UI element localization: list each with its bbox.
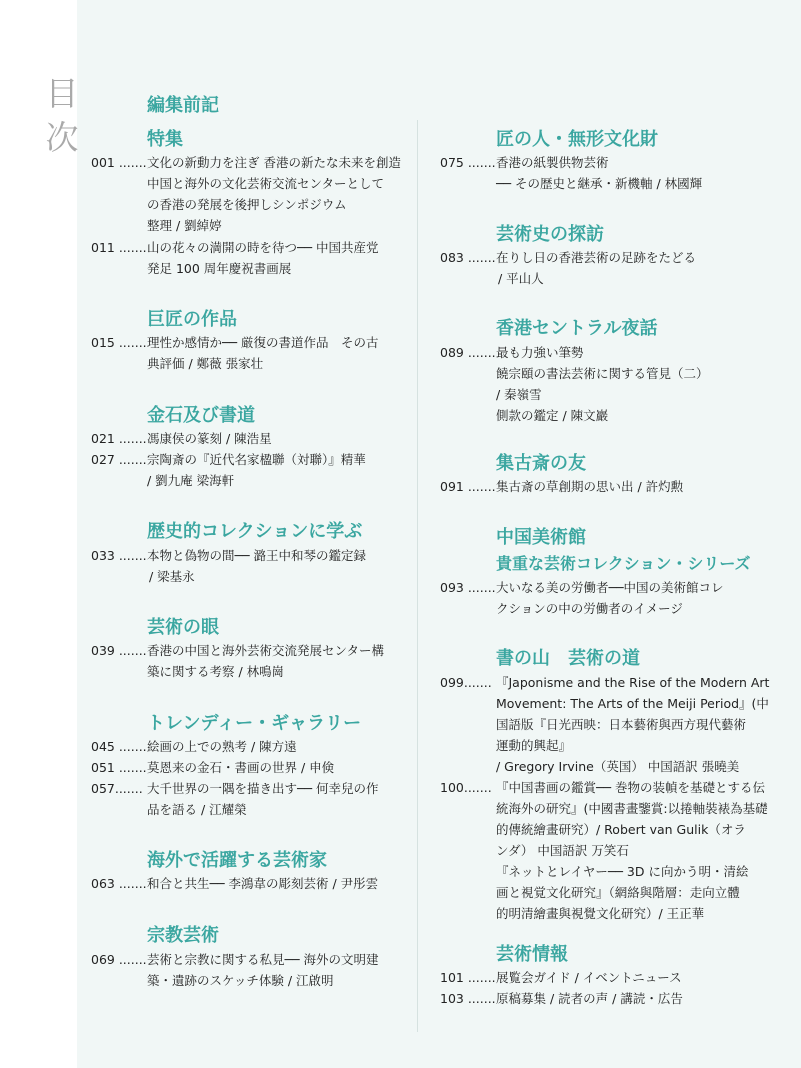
- section-heading[interactable]: 香港セントラル夜話: [496, 318, 658, 339]
- page-number: 083 .......: [440, 250, 496, 265]
- section-heading[interactable]: 書の山 芸術の道: [496, 648, 640, 669]
- entry-line[interactable]: 在りし日の香港芸術の足跡をたどる: [496, 250, 697, 265]
- page-number: 033 .......: [91, 548, 147, 563]
- page-number: 001 .......: [91, 155, 147, 170]
- entry-line[interactable]: 莫恩来の金石・書画の世界 / 申倹: [147, 760, 335, 775]
- entry-line[interactable]: / 劉九庵 梁海軒: [147, 473, 235, 488]
- entry-line[interactable]: 香港の紙製供物芸術: [496, 155, 609, 170]
- entry-line[interactable]: 典評価 / 鄭薇 張家壮: [147, 356, 264, 371]
- entry-line[interactable]: 展覧会ガイド / イベントニュース: [496, 970, 682, 985]
- entry-line[interactable]: 国語版『日光西映：日本藝術與西方現代藝術: [496, 717, 747, 732]
- section-heading[interactable]: 特集: [147, 129, 183, 150]
- section-heading[interactable]: 中国美術館: [496, 527, 586, 548]
- page-number: 100.......: [440, 780, 492, 795]
- entry-line[interactable]: 理性か感情か── 厳復の書道作品 その古: [147, 335, 379, 350]
- entry-line[interactable]: 集古斎の草創期の思い出 / 許灼勲: [496, 479, 684, 494]
- section-heading[interactable]: 芸術史の探訪: [496, 224, 604, 245]
- section-heading[interactable]: 宗教芸術: [147, 925, 219, 946]
- page-number: 093 .......: [440, 580, 496, 595]
- entry-line[interactable]: 芸術と宗教に関する私見── 海外の文明建: [147, 952, 379, 967]
- contents-title: [42, 72, 82, 160]
- entry-line[interactable]: / Gregory Irvine（英国） 中国語訳 張曉美: [496, 759, 740, 774]
- page-number: 021 .......: [91, 431, 147, 446]
- entry-line[interactable]: ── その歴史と継承・新機軸 / 林國輝: [496, 176, 703, 191]
- entry-line[interactable]: 山の花々の満開の時を待つ── 中国共産党: [147, 240, 379, 255]
- entry-line[interactable]: 整理 / 劉綽婷: [147, 218, 222, 233]
- entry-line[interactable]: 本物と偽物の間── 潞王中和琴の鑑定録: [147, 548, 367, 563]
- page-number: 011 .......: [91, 240, 147, 255]
- title-char: 目: [45, 74, 79, 113]
- entry-line[interactable]: 的傳統繪畫研究）/ Robert van Gulik（オラ: [496, 822, 746, 837]
- entry-line[interactable]: 絵画の上での熟考 / 陳方遠: [147, 739, 297, 754]
- section-heading[interactable]: 歴史的コレクションに学ぶ: [147, 521, 363, 542]
- page-number: 103 .......: [440, 991, 496, 1006]
- entry-line[interactable]: 文化の新動力を注ぎ 香港の新たな未来を創造: [147, 155, 401, 170]
- page-number: 091 .......: [440, 479, 496, 494]
- entry-line[interactable]: 側款の鑑定 / 陳文巖: [496, 408, 609, 423]
- section-heading[interactable]: 集古斎の友: [496, 453, 586, 474]
- column-divider: [417, 120, 418, 1032]
- entry-line[interactable]: 香港の中国と海外芸術交流発展センター構: [147, 643, 385, 658]
- section-heading[interactable]: 金石及び書道: [147, 405, 255, 426]
- page-number: 027 .......: [91, 452, 147, 467]
- section-heading[interactable]: 芸術情報: [496, 944, 568, 965]
- entry-line[interactable]: 原稿募集 / 読者の声 / 講読・広告: [496, 991, 683, 1006]
- page-number: 099.......: [440, 675, 492, 690]
- subsection-heading[interactable]: 貴重な芸術コレクション・シリーズ: [496, 554, 751, 573]
- entry-line[interactable]: ンダ） 中国語訳 万笑石: [496, 843, 629, 858]
- page-number: 057.......: [91, 781, 143, 796]
- page-number: 069 .......: [91, 952, 147, 967]
- page-number: 101 .......: [440, 970, 496, 985]
- entry-line[interactable]: 宗陶斎の『近代名家楹聯（対聯）』精華: [147, 452, 366, 467]
- entry-line[interactable]: / 梁基永: [149, 569, 195, 584]
- entry-line[interactable]: 品を語る / 江耀榮: [147, 802, 247, 817]
- entry-line[interactable]: / 平山人: [498, 271, 544, 286]
- entry-line[interactable]: 中国と海外の文化芸術交流センターとして: [147, 176, 385, 191]
- section-heading[interactable]: 芸術の眼: [147, 617, 219, 638]
- page-number: 045 .......: [91, 739, 147, 754]
- entry-line[interactable]: 『中国書画の鑑賞── 巻物の装幀を基礎とする伝: [496, 780, 766, 795]
- entry-line[interactable]: 最も力強い筆勢: [496, 345, 584, 360]
- page-number: 039 .......: [91, 643, 147, 658]
- entry-line[interactable]: 『Japonisme and the Rise of the Modern Art: [496, 675, 770, 690]
- entry-line[interactable]: 『ネットとレイヤー── 3D に向かう明・清絵: [496, 864, 749, 879]
- entry-line[interactable]: 饒宗頤の書法芸術に関する管見（二）: [496, 366, 709, 381]
- entry-line[interactable]: / 秦嶺雪: [496, 387, 542, 402]
- entry-line[interactable]: 和合と共生── 李鴻韋の彫刻芸術 / 尹彤雲: [147, 876, 379, 891]
- page-number: 015 .......: [91, 335, 147, 350]
- entry-line[interactable]: 運動的興起』: [496, 738, 572, 753]
- entry-line[interactable]: 的明清繪畫與視覺文化研究）/ 王正華: [496, 906, 705, 921]
- entry-line[interactable]: Movement: The Arts of the Meiji Period』(中: [496, 696, 769, 711]
- page-number: 051 .......: [91, 760, 147, 775]
- entry-line[interactable]: の香港の発展を後押しシンポジウム: [147, 197, 347, 212]
- entry-line[interactable]: 大千世界の一隅を描き出す── 何幸兒の作: [147, 781, 379, 796]
- entry-line[interactable]: 大いなる美の労働者──中国の美術館コレ: [496, 580, 724, 595]
- page-number: 075 .......: [440, 155, 496, 170]
- section-heading[interactable]: トレンディー・ギャラリー: [147, 713, 362, 734]
- page-number: 063 .......: [91, 876, 147, 891]
- section-heading[interactable]: 海外で活躍する芸術家: [147, 850, 327, 871]
- entry-line[interactable]: 発足 100 周年慶祝書画展: [147, 261, 292, 276]
- entry-line[interactable]: 画と視覚文化研究』（網絡與階層：走向立體: [496, 885, 740, 900]
- entry-line[interactable]: 馮康侯の篆刻 / 陳浩星: [147, 431, 272, 446]
- entry-line[interactable]: 築・遺跡のスケッチ体験 / 江啟明: [147, 973, 334, 988]
- entry-line[interactable]: 築に関する考察 / 林鳴崗: [147, 664, 285, 679]
- entry-line[interactable]: 統海外の研究』(中國書畫鑒賞:以捲軸裝裱為基礎: [496, 801, 768, 816]
- page-number: 089 .......: [440, 345, 496, 360]
- section-heading[interactable]: 匠の人・無形文化財: [496, 129, 658, 150]
- section-heading[interactable]: 編集前記: [147, 95, 219, 116]
- section-heading[interactable]: 巨匠の作品: [147, 309, 237, 330]
- entry-line[interactable]: クションの中の労働者のイメージ: [496, 601, 683, 616]
- title-char: 次: [45, 118, 79, 157]
